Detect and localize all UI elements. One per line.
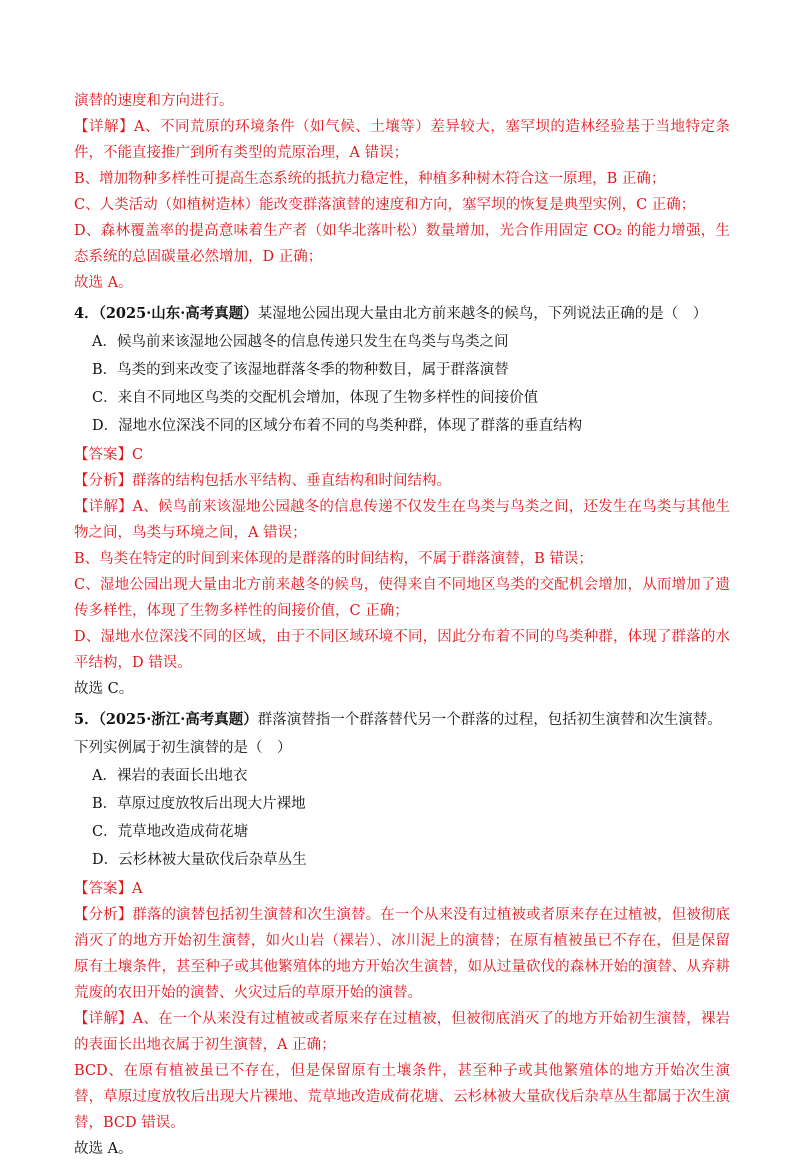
question-stem [74,300,730,328]
detail-line: B、鸟类在特定的时间到来体现的是群落的时间结构，不属于群落演替，B 错误； [74,551,593,567]
conclusion: 故选 A。 [74,1141,133,1157]
question-source: （2025·浙江·高考真题） [98,711,258,728]
analysis: 【分析】群落的结构包括水平结构、垂直结构和时间结构。 [74,473,451,489]
question-number: 4． [74,305,99,322]
intro-tail: 演替的速度和方向进行。 [74,93,234,109]
analysis: 【分析】群落的演替包括初生演替和次生演替。在一个从来没有过植被或者原来存在过植被，但被彻底消灭了的地方开始初生演替，如火山岩（裸岩）、冰川泥上的演替；在原有植被虽已不存在，但是保留原有土壤条件，甚至种子或其他繁殖体的地方开始次生演替，如从过量砍伐的森林开始的演替、从弃耕荒废的农田开始的演替、火灾过后的草原开始的演替。 [74,907,730,1001]
option-d: D．云杉林被大量砍伐后杂草丛生 [92,852,307,868]
detail-line: C、湿地公园出现大量由北方前来越冬的候鸟，使得来自不同地区鸟类的交配机会增加，从而增加了遗传多样性，体现了生物多样性的间接价值，C 正确； [74,577,730,619]
question-text: 群落演替指一个群落替代另一个群落的过程，包括初生演替和次生演替。下列实例属于初生演替的是（ ） [74,712,722,756]
option-c: C．来自不同地区鸟类的交配机会增加，体现了生物多样性的间接价值 [92,390,539,406]
question-stem [74,706,730,762]
option-b: B．草原过度放牧后出现大片裸地 [92,796,306,812]
question-source: （2025·山东·高考真题） [98,305,258,322]
detail-line: D、湿地水位深浅不同的区域，由于不同区域环境不同，因此分布着不同的鸟类种群，体现了群落的水平结构，D 错误。 [74,629,730,671]
detail-line: 【详解】A、候鸟前来该湿地公园越冬的信息传递不仅发生在鸟类与鸟类之间，还发生在鸟类与其他生物之间，鸟类与环境之间，A 错误； [74,499,730,541]
detail-line: BCD、在原有植被虽已不存在，但是保留原有土壤条件，甚至种子或其他繁殖体的地方开始次生演替，草原过度放牧后出现大片裸地、荒草地改造成荷花塘、云杉林被大量砍伐后杂草丛生都属于次生演替，BCD 错误。 [74,1063,730,1131]
conclusion: 故选 A。 [74,275,133,291]
option-a: A．候鸟前来该湿地公园越冬的信息传递只发生在鸟类与鸟类之间 [92,334,509,350]
answer: 【答案】A [74,881,143,897]
option-c: C．荒草地改造成荷花塘 [92,824,249,840]
question-text: 某湿地公园出现大量由北方前来越冬的候鸟，下列说法正确的是（ ） [257,306,708,322]
option-a: A．裸岩的表面长出地衣 [92,768,248,784]
detail-line: D、森林覆盖率的提高意味着生产者（如华北落叶松）数量增加，光合作用固定 CO₂ 的能力增强，生态系统的总固碳量必然增加，D 正确； [74,223,730,265]
detail-line: B、增加物种多样性可提高生态系统的抵抗力稳定性，种植多种树木符合这一原理，B 正确； [74,171,666,187]
option-b: B．鸟类的到来改变了该湿地群落冬季的物种数目，属于群落演替 [92,362,509,378]
document-page [74,88,730,1162]
q3-detail [74,114,730,296]
question-5 [74,706,730,1162]
detail-line: C、人类活动（如植树造林）能改变群落演替的速度和方向，塞罕坝的恢复是典型实例，C 正确； [74,197,696,213]
option-d: D．湿地水位深浅不同的区域分布着不同的鸟类种群，体现了群落的垂直结构 [92,418,583,434]
question-4 [74,300,730,702]
detail-line: 【详解】A、不同荒原的环境条件（如气候、土壤等）差异较大，塞罕坝的造林经验基于当地特定条件，不能直接推广到所有类型的荒原治理，A 错误； [74,119,730,161]
conclusion: 故选 C。 [74,681,134,697]
question-number: 5． [74,711,99,728]
answer: 【答案】C [74,447,144,463]
detail-line: 【详解】A、在一个从来没有过植被或者原来存在过植被，但被彻底消灭了的地方开始初生演替，裸岩的表面长出地衣属于初生演替，A 正确； [74,1011,730,1053]
